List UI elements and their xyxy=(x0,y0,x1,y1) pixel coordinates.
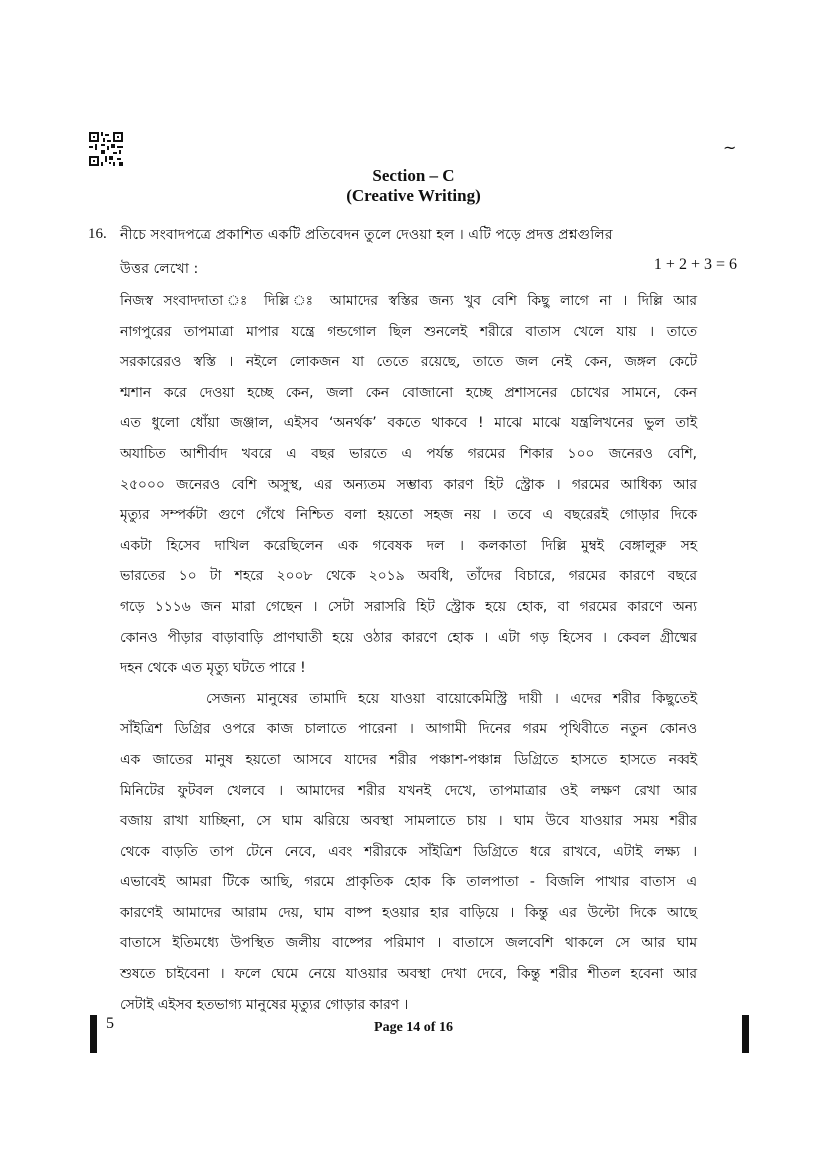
passage-line: মিনিটের ফুটবল খেলবে । আমাদের শরীর যখনই দেখে, তাপমাত্রার ওই লক্ষণ রেখা আর xyxy=(120,782,697,799)
passage-line: বাতাসে ইতিমধ্যে উপস্থিত জলীয় বাষ্পের পরিমাণ । বাতাসে জলবেশি থাকলে সে আর ঘাম xyxy=(120,935,697,952)
passage-line: নিজস্ব সংবাদদাতা ঃ দিল্লি ঃ আমাদের স্বস্তির জন্য খুব বেশি কিছু লাগে না । দিল্লি আর xyxy=(120,293,697,309)
passage-line: মৃত্যুর সম্পর্কটা গুণে গেঁথে নিশ্চিত বলা হয়তো সহজ নয় । তবে এ বছরেরই গোড়ার দিকে xyxy=(120,507,697,524)
question-instruction-line-2: উত্তর লেখো : xyxy=(120,261,199,277)
question-marks: 1 + 2 + 3 = 6 xyxy=(653,256,737,273)
passage-line: শুষতে চাইবেনা । ফলে ঘেমে নেয়ে যাওয়ার অবস্থা দেখা দেবে, কিন্তু শরীর শীতল হবেনা আর xyxy=(120,966,697,983)
passage-line: দহন থেকে এত মৃত্যু ঘটতে পারে ! xyxy=(120,660,306,677)
footer-right-bar xyxy=(742,1015,749,1053)
passage-line: এক জাতের মানুষ হয়তো আসবে যাদের শরীর পঞ্চাশ-পঞ্চান্ন ডিগ্রিতে হাসতে হাসতে নব্বই xyxy=(120,751,697,768)
passage-line: ভারতের ১০ টা শহরে ২০০৮ থেকে ২০১৯ অবধি, তাঁদের বিচারে, গরমের কারণে বছরে xyxy=(120,568,697,585)
passage-line: সেজন্য মানুষের তামাদি হয়ে যাওয়া বায়োকেমিস্ট্রি দায়ী । এদের শরীর কিছুতেই xyxy=(206,690,697,707)
question-number: 16. xyxy=(88,226,107,242)
passage-line: গড়ে ১১১৬ জন মারা গেছেন । সেটা সরাসরি হিট স্ট্রোক হয়ে হোক, বা গরমের কারণে অন্য xyxy=(120,598,697,615)
footer-code: 5 xyxy=(106,1015,114,1032)
passage-line: একটা হিসেব দাখিল করেছিলেন এক গবেষক দল । কলকাতা দিল্লি মুম্বই বেঙ্গালুরু সহ xyxy=(120,537,697,554)
passage-line: এত ধুলো ধোঁয়া জঞ্জাল, এইসব ‘অনর্থক’ বকতে থাকবে ! মাঝে মাঝে যন্ত্রলিখনের ভুল তাই xyxy=(120,415,697,432)
passage-line: ২৫০০০ জনেরও বেশি অসুস্থ, এর অন্যতম সম্ভাব্য কারণ হিট স্ট্রোক । গরমের আধিক্য আর xyxy=(120,476,697,493)
passage-line: নাগপুরের তাপমাত্রা মাপার যন্ত্রে গন্ডগোল ছিল শুনলেই শরীরে বাতাস খেলে যায় । তাতে xyxy=(120,323,697,340)
section-subtitle: (Creative Writing) xyxy=(346,186,481,205)
page-number: Page 14 of 16 xyxy=(374,1020,453,1035)
passage-line: সেটাই এইসব হতভাগ্য মানুষের মৃত্যুর গোড়ার কারণ । xyxy=(120,996,409,1013)
passage-line: এভাবেই আমরা টিকে আছি, গরমে প্রাকৃতিক হোক কি তালপাতা - বিজলি পাখার বাতাস এ xyxy=(120,874,697,891)
passage-line: বজায় রাখা যাচ্ছিনা, সে ঘাম ঝরিয়ে অবস্থা সামলাতে চায় । ঘাম উবে যাওয়ার সময় শরীর xyxy=(120,813,697,830)
passage-line: থেকে বাড়তি তাপ টেনে নেবে, এবং শরীরকে সাঁইত্রিশ ডিগ্রিতে ধরে রাখবে, এটাই লক্ষ্য । xyxy=(120,843,697,860)
passage-line: কারণেই আমাদের আরাম দেয়, ঘাম বাষ্প হওয়ার হার বাড়িয়ে । কিন্তু এর উল্টো দিকে আছে xyxy=(120,904,697,921)
passage-line: সাঁইত্রিশ ডিগ্রির ওপরে কাজ চালাতে পারেনা । আগামী দিনের গরম পৃথিবীতে নতুন কোনও xyxy=(120,721,697,738)
qr-code-icon xyxy=(89,132,123,166)
passage-line: সরকারেরও স্বস্তি । নইলে লোকজন যা তেতে রয়েছে, তাতে জল নেই কেন, জঙ্গল কেটে xyxy=(120,354,697,371)
passage xyxy=(120,286,697,1020)
section-title: Section – C xyxy=(372,166,455,185)
question-instruction-line-1: নীচে সংবাদপত্রে প্রকাশিত একটি প্রতিবেদন তুলে দেওয়া হল । এটি পড়ে প্রদত্ত প্রশ্নগুলির xyxy=(120,227,613,243)
header-tilde: ~ xyxy=(723,138,737,157)
passage-line: অযাচিত আশীর্বাদ খবরে এ বছর ভারতে এ পর্যন্ত গরমের শিকার ১০০ জনেরও বেশি, xyxy=(120,445,697,462)
passage-line: কোনও পীড়ার বাড়াবাড়ি প্রাণঘাতী হয়ে ওঠার কারণে হোক । এটা গড় হিসেব । কেবল গ্রীষ্মের xyxy=(120,629,697,646)
passage-line: শ্মশান করে দেওয়া হচ্ছে কেন, জলা কেন বোজানো হচ্ছে প্রশাসনের চোখের সামনে, কেন xyxy=(120,384,697,401)
